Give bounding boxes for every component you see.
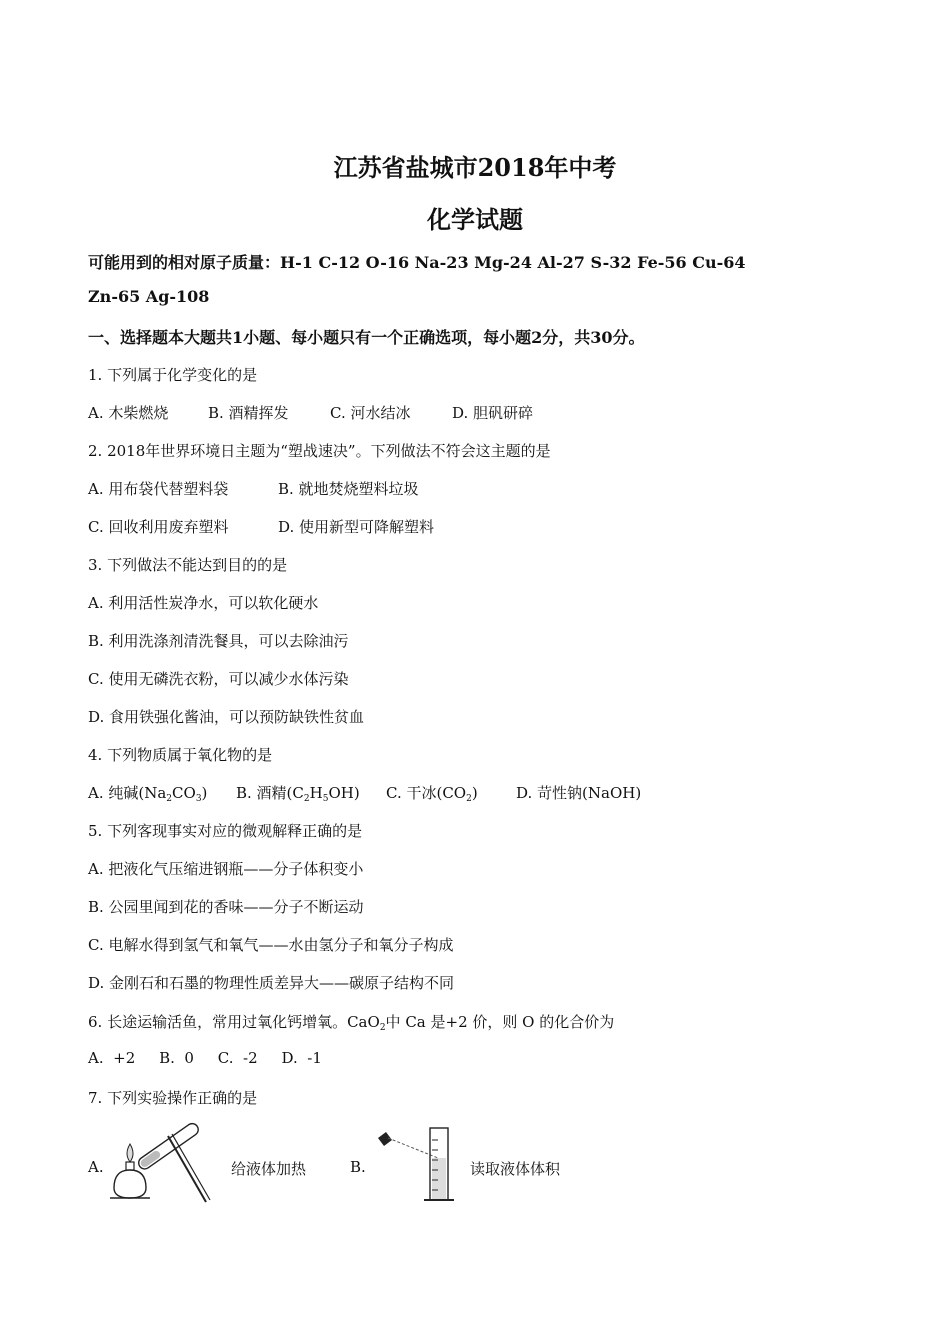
section-heading: 一、选择题本大题共1小题、每小题只有一个正确选项，每小题2分，共30分。 — [88, 328, 645, 347]
q4-options — [88, 782, 641, 804]
exam-subtitle: 化学试题 — [427, 205, 523, 234]
q5-option-a: A. 把液化气压缩进钢瓶——分子体积变小 — [88, 860, 364, 878]
q2-options-row2 — [88, 516, 434, 537]
q3-option-b: B. 利用洗涤剂清洗餐具，可以去除油污 — [88, 632, 349, 650]
reading-volume-figure-icon — [372, 1120, 472, 1206]
q7-option-a-caption: 给液体加热 — [231, 1160, 307, 1178]
q2-option-d: D. 使用新型可降解塑料 — [278, 518, 435, 536]
heating-liquid-figure-icon — [106, 1118, 216, 1206]
q5-option-c: C. 电解水得到氢气和氧气——水由氢分子和氧分子构成 — [88, 936, 454, 954]
q6-options: A. +2 B. 0 C. -2 D. -1 — [88, 1049, 322, 1067]
q3-option-a: A. 利用活性炭净水，可以软化硬水 — [88, 594, 319, 612]
q4-option-c: C. 干冰$(CO_2)$ — [386, 784, 478, 804]
q2-options-row1 — [88, 478, 419, 499]
q5-option-b: B. 公园里闻到花的香味——分子不断运动 — [88, 898, 364, 916]
q2-option-b: B. 就地焚烧塑料垃圾 — [278, 480, 419, 498]
q2-option-a: A. 用布袋代替塑料袋 — [88, 480, 229, 498]
q4-option-d: D. 苛性钠(NaOH) — [516, 784, 642, 802]
exam-title: 江苏省盐城市2018年中考 — [333, 153, 617, 182]
q1-option-c: C. 河水结冰 — [330, 404, 411, 422]
atomic-mass-line-2: Zn-65 Ag-108 — [88, 287, 210, 306]
q4-option-b: B. 酒精$(C_2H_5OH)$ — [236, 784, 360, 804]
q2-option-c: C. 回收利用废弃塑料 — [88, 518, 229, 536]
q3-stem: 3. 下列做法不能达到目的的是 — [88, 556, 288, 574]
q1-option-d: D. 胆矾研碎 — [452, 404, 534, 422]
q2-stem: 2. 2018年世界环境日主题为“塑战速决”。下列做法不符会这主题的是 — [88, 442, 551, 460]
q4-stem: 4. 下列物质属于氧化物的是 — [88, 746, 273, 764]
q7-option-a-label: A. — [88, 1158, 104, 1176]
q6-stem: 6. 长途运输活鱼，常用过氧化钙增氧。CaO$_2$中 Ca 是+2 价，则 O 的化合价为 — [88, 1013, 615, 1033]
q7-option-b-caption: 读取液体体积 — [470, 1160, 561, 1178]
atomic-mass-line-1: 可能用到的相对原子质量：H-1 C-12 O-16 Na-23 Mg-24 Al-27 S-32 Fe-56 Cu-64 — [88, 253, 746, 272]
q5-stem: 5. 下列客现事实对应的微观解释正确的是 — [88, 822, 363, 840]
q7-figures — [88, 1118, 688, 1208]
q1-option-a: A. 木柴燃烧 — [88, 404, 169, 422]
q1-option-b: B. 酒精挥发 — [208, 404, 289, 422]
q4-option-a: A. 纯碱$(Na_2CO_3)$ — [88, 784, 208, 804]
q5-option-d: D. 金刚石和石墨的物理性质差异大——碳原子结构不同 — [88, 974, 455, 992]
q3-option-d: D. 食用铁强化酱油，可以预防缺铁性贫血 — [88, 708, 365, 726]
q1-stem: 1. 下列属于化学变化的是 — [88, 366, 258, 384]
q7-option-b-label: B. — [350, 1158, 366, 1176]
q7-stem: 7. 下列实验操作正确的是 — [88, 1089, 258, 1107]
q3-option-c: C. 使用无磷洗衣粉，可以减少水体污染 — [88, 670, 349, 688]
q1-options — [88, 402, 533, 423]
